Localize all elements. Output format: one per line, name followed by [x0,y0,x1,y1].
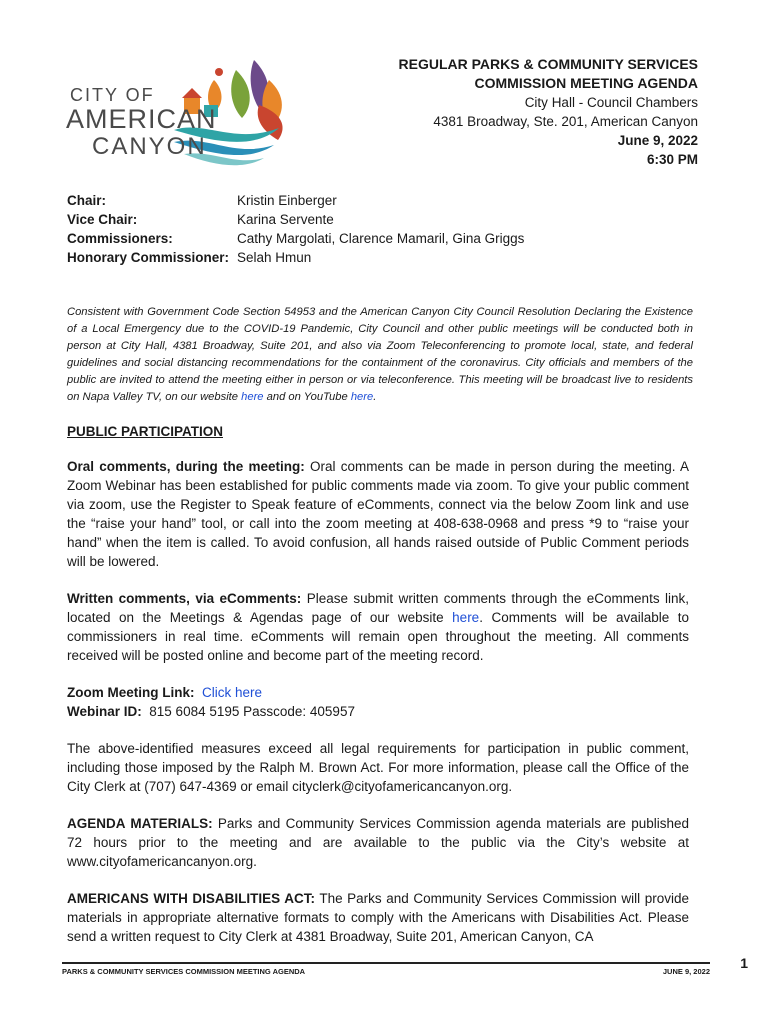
zoom-meeting-link[interactable]: Click here [202,685,263,700]
zoom-link-label: Zoom Meeting Link: [67,685,195,700]
meeting-address: 4381 Broadway, Ste. 201, American Canyon [433,114,698,129]
logo-city-of: CITY OF [70,85,155,105]
roster-value: Cathy Margolati, Clarence Mamaril, Gina Griggs [237,231,525,246]
zoom-info [67,683,689,721]
city-logo [64,50,294,170]
roster-value: Kristin Einberger [237,193,337,208]
oral-comments-text: Oral comments can be made in person during the meeting. A Zoom Webinar has been established for public comments made via zoom. To give your public comment via zoom, use the Register to Speak feature of eComments, connect via the below Zoom link and use the “raise your hand” tool, or call into the zoom meeting at 408-638-0968 and press *9 to “raise your hand” when the item is called. To avoid confusion, all hands raised outside of Public Comment periods will be lowered. [67,459,690,569]
agenda-title-line1: REGULAR PARKS & COMMUNITY SERVICES [398,56,698,72]
footer-title: PARKS & COMMUNITY SERVICES COMMISSION MEETING AGENDA [62,967,306,976]
agenda-materials-label: AGENDA MATERIALS: [67,816,213,831]
written-comments-paragraph [67,589,689,665]
agenda-materials-text: Parks and Community Services Commission agenda materials are published 72 hours prior to the meeting and are available to the public via the City’s website at www.cityofamericancanyon.org. [67,816,689,869]
youtube-link[interactable]: here [350,391,374,403]
notice-text: Consistent with Government Code Section 54953 and the American Canyon City Council Resolution Declaring the Existence of a Local Emergency due to the COVID-19 Pandemic, City Council and other public meetings will be conducted both in person at City Hall, 4381 Broadway, Suite 201, and also via Zoom Teleconferencing to promote local, state, and federal guidelines and social distancing recommendations for the containment of the coronavirus. City officials and members of the public are invited to attend the meeting either in person or via teleconference. This meeting will be broadcast live to residents on Napa Valley TV, on our website [67,306,693,403]
ecomments-link[interactable]: here [452,610,480,625]
section-title: PUBLIC PARTICIPATION [67,424,223,439]
page-footer [62,962,710,976]
webinar-id-value: 815 6084 5195 Passcode: 405957 [149,704,355,719]
footer-date: JUNE 9, 2022 [662,967,710,976]
roster-value: Karina Servente [237,212,334,227]
webinar-id-label: Webinar ID: [67,704,142,719]
roster-row-honorary [67,248,524,267]
written-comments-label: Written comments, via eComments: [67,591,302,606]
written-comments-text: Please submit written comments through the eComments link, located on the Meetings & Agendas page of our website [67,591,689,625]
roster-row-vice-chair [67,210,524,229]
measures-paragraph: The above-identified measures exceed all legal requirements for participation in public comment, including those imposed by the Ralph M. Brown Act. For more information, please call the Office of the City Clerk at (707) 647-4369 or email cityclerk@cityofamericancanyon.org. [67,741,689,794]
public-participation-section [67,422,689,964]
agenda-header [399,55,698,169]
meeting-date: June 9, 2022 [617,133,698,148]
roster-label: Commissioners: [67,231,173,246]
roster-row-commissioners [67,229,524,248]
written-comments-text-2: . Comments will be available to commissioners in real time. eComments will remain open throughout the meeting. All comments received will be posted online and become part of the meeting record. [67,610,689,663]
roster-label: Honorary Commissioner: [67,250,230,265]
ada-label: AMERICANS WITH DISABILITIES ACT: [67,891,315,906]
agenda-title-line2: COMMISSION MEETING AGENDA [474,75,698,91]
meeting-time: 6:30 PM [646,152,698,167]
logo-wordmark [66,86,217,159]
covid-notice [67,304,693,406]
roster-label: Chair: [67,193,107,208]
notice-end: . [373,391,377,403]
logo-american: AMERICAN [66,104,217,134]
oral-comments-label: Oral comments, during the meeting: [67,459,305,474]
website-link[interactable]: here [241,391,264,403]
notice-middle: and on YouTube [263,391,351,403]
roster-label: Vice Chair: [67,212,138,227]
agenda-materials-paragraph [67,814,689,871]
oral-comments-paragraph [67,457,689,571]
roster-value: Selah Hmun [237,250,312,265]
ada-paragraph [67,889,689,946]
ada-text: The Parks and Community Services Commission will provide materials in appropriate alternative formats to comply with the Americans with Disabilities Act. Please send a written request to City Clerk at 4381 Broadway, Suite 201, American Canyon, CA [67,891,689,944]
logo-canyon: CANYON [92,133,207,160]
page-number: 1 [740,955,748,971]
roster-row-chair [67,191,524,210]
meeting-location: City Hall - Council Chambers [524,95,698,110]
commission-roster [67,191,524,267]
